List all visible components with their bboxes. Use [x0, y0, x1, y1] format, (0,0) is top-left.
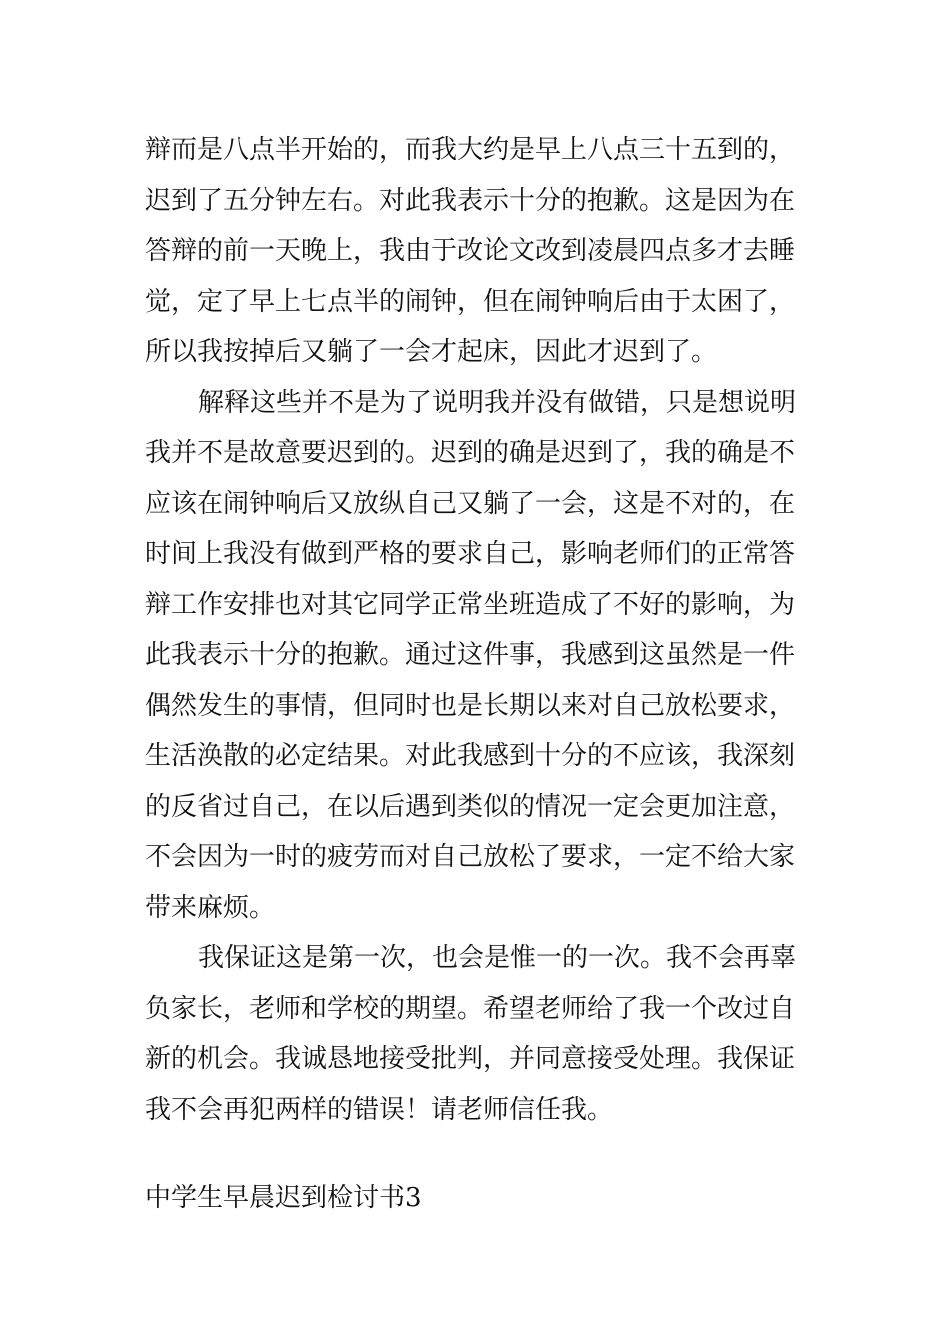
text-line: 时间上我没有做到严格的要求自己，影响老师们的正常答 [145, 539, 796, 569]
text-line: 迟到了五分钟左右。对此我表示十分的抱歉。这是因为在 [145, 185, 796, 216]
text-line: 解释这些并不是为了说明我并没有做错，只是想说明 [198, 387, 797, 418]
text-line: 我不会再犯两样的错误！请老师信任我。 [145, 1094, 614, 1125]
text-line: 我并不是故意要迟到的。迟到的确是迟到了，我的确是不 [145, 438, 796, 468]
text-line: 的反省过自己，在以后遇到类似的情况一定会更加注意， [145, 791, 796, 822]
text-line: 觉，定了早上七点半的闹钟，但在闹钟响后由于太困了， [145, 286, 796, 317]
text-line: 负家长，老师和学校的期望。希望老师给了我一个改过自 [145, 993, 796, 1024]
text-line: 偶然发生的事情，但同时也是长期以来对自己放松要求， [145, 690, 796, 721]
section-title: 中学生早晨迟到检讨书3 [145, 1183, 422, 1213]
text-line: 答辩的前一天晚上，我由于改论文改到凌晨四点多才去睡 [145, 236, 796, 266]
text-line: 应该在闹钟响后又放纵自己又躺了一会，这是不对的，在 [145, 488, 796, 519]
text-line: 辩而是八点半开始的，而我大约是早上八点三十五到的， [145, 135, 796, 165]
text-line: 带来麻烦。 [145, 892, 276, 923]
paragraph [145, 378, 810, 934]
text-line: 此我表示十分的抱歉。通过这件事，我感到这虽然是一件 [145, 640, 796, 670]
text-line: 生活涣散的必定结果。对此我感到十分的不应该，我深刻 [145, 741, 796, 771]
text-line: 不会因为一时的疲劳而对自己放松了要求，一定不给大家 [145, 842, 796, 872]
paragraph [145, 125, 810, 378]
text-line: 所以我按掉后又躺了一会才起床，因此才迟到了。 [145, 337, 718, 367]
document-body [145, 125, 810, 1135]
text-line: 辩工作安排也对其它同学正常坐班造成了不好的影响，为 [145, 589, 796, 620]
paragraph [145, 933, 810, 1135]
text-line: 新的机会。我诚恳地接受批判，并同意接受处理。我保证 [145, 1044, 796, 1074]
text-line: 我保证这是第一次，也会是惟一的一次。我不会再辜 [198, 943, 797, 973]
